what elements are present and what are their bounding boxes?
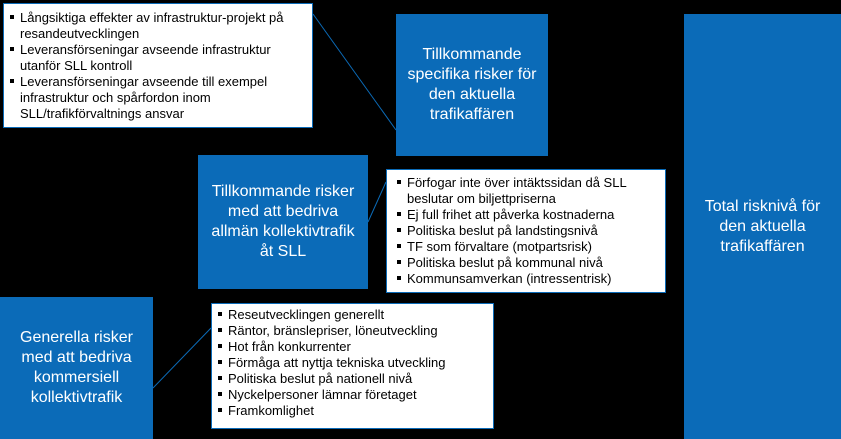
specific-risks-box [396, 14, 548, 156]
general-risks-list [211, 303, 494, 429]
list-item [218, 371, 487, 387]
bullet-icon [397, 276, 401, 280]
bullet-icon [397, 180, 401, 184]
list-item [397, 207, 659, 223]
list-item-text: Förfogar inte över intäktssidan då SLL beslutar om biljettpriserna [407, 175, 627, 206]
list-item-text: Politiska beslut på kommunal nivå [407, 255, 603, 270]
specific-risks-items [10, 10, 306, 122]
list-item-text: Politiska beslut på landstingsnivå [407, 223, 598, 238]
connector-general [153, 328, 211, 388]
list-item [218, 323, 487, 339]
bullet-icon [218, 312, 222, 316]
public-transport-risks-title: Tillkommande risker med att bedriva allmän kollektivtrafik åt SLL [211, 183, 355, 260]
list-item-text: Kommunsamverkan (intressentrisk) [407, 271, 612, 286]
list-item-text: Politiska beslut på nationell nivå [228, 371, 413, 386]
list-item [397, 175, 659, 207]
bullet-icon [397, 212, 401, 216]
list-item [218, 403, 487, 419]
general-risks-title: Generella risker med att bedriva kommersiell kollektivtrafik [20, 329, 133, 406]
list-item-text: Leveransförseningar avseende till exempel infrastruktur och spårfordon inom SLL/trafikförvaltnings ansvar [20, 74, 268, 121]
list-item [218, 387, 487, 403]
list-item-text: Hot från konkurrenter [228, 339, 351, 354]
list-item [397, 239, 659, 255]
bullet-icon [397, 260, 401, 264]
public-transport-risks-list [386, 169, 666, 293]
list-item [10, 42, 306, 74]
list-item-text: Leveransförseningar avseende infrastruktur utanför SLL kontroll [20, 42, 271, 73]
connector-public [368, 182, 386, 222]
bullet-icon [218, 408, 222, 412]
public-transport-risks-items [397, 175, 659, 287]
total-risk-title: Total risknivå för den aktuella trafikaffären [704, 197, 821, 255]
bullet-icon [10, 47, 14, 51]
specific-risks-title: Tillkommande specifika risker för den aktuella trafikaffären [407, 46, 537, 123]
bullet-icon [218, 344, 222, 348]
list-item [397, 271, 659, 287]
list-item [397, 223, 659, 239]
total-risk-box [684, 14, 841, 439]
list-item [218, 355, 487, 371]
list-item-text: Framkomlighet [228, 403, 314, 418]
list-item [397, 255, 659, 271]
list-item [218, 339, 487, 355]
list-item [10, 74, 306, 122]
list-item-text: Räntor, bränslepriser, löneutveckling [228, 323, 438, 338]
list-item-text: Förmåga att nyttja tekniska utveckling [228, 355, 446, 370]
general-risks-box [0, 297, 153, 439]
bullet-icon [218, 360, 222, 364]
list-item-text: Nyckelpersoner lämnar företaget [228, 387, 417, 402]
bullet-icon [397, 228, 401, 232]
list-item [10, 10, 306, 42]
list-item [218, 307, 487, 323]
bullet-icon [218, 392, 222, 396]
bullet-icon [218, 328, 222, 332]
general-risks-items [218, 307, 487, 419]
list-item-text: Långsiktiga effekter av infrastruktur-projekt på resandeutvecklingen [20, 10, 284, 41]
list-item-text: Ej full frihet att påverka kostnaderna [407, 207, 615, 222]
bullet-icon [10, 15, 14, 19]
bullet-icon [10, 79, 14, 83]
bullet-icon [397, 244, 401, 248]
list-item-text: Reseutvecklingen generellt [228, 307, 385, 322]
connector-specific [313, 14, 396, 130]
bullet-icon [218, 376, 222, 380]
list-item-text: TF som förvaltare (motpartsrisk) [407, 239, 592, 254]
public-transport-risks-box [198, 155, 368, 289]
specific-risks-list [3, 3, 313, 128]
